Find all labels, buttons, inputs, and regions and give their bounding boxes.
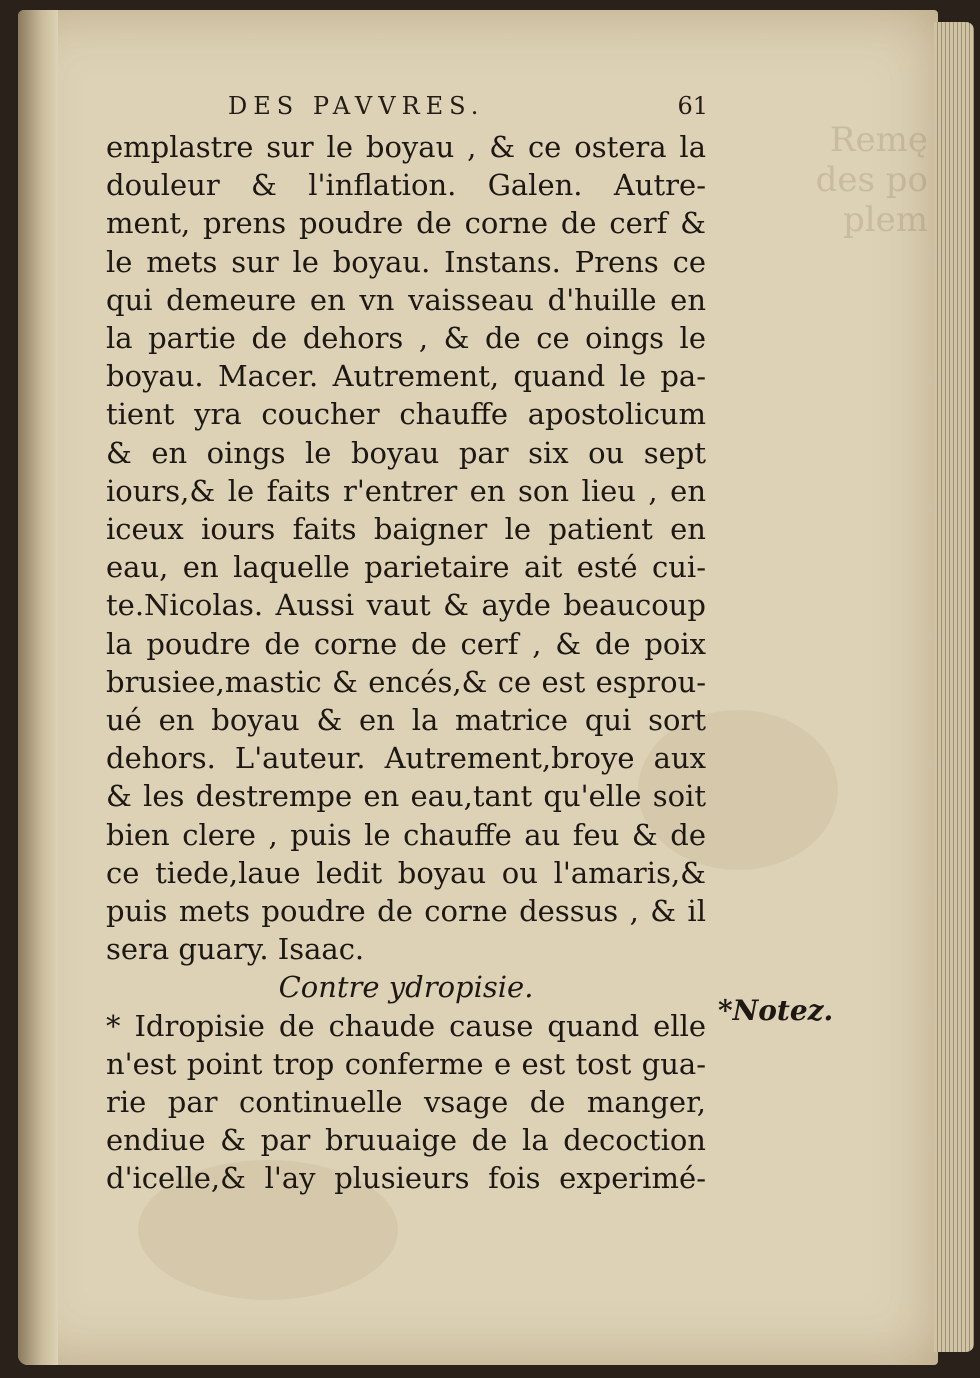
text-line: le mets sur le boyau. Instans. Prens ce <box>106 244 706 279</box>
text-line: emplastre sur le boyau , & ce ostera la <box>106 130 706 164</box>
text-line: puis mets poudre de corne dessus , & il <box>106 894 706 929</box>
text-line: & en oings le boyau par six ou sept <box>106 435 706 470</box>
bleed-line: Remę <box>829 120 928 160</box>
text-line: bien clere , puis le chauffe au feu & de <box>106 817 706 852</box>
text-line: dehors. L'auteur. Autrement,broye aux <box>106 741 706 776</box>
text-line: n'est point trop conferme e est tost gua- <box>106 1046 706 1081</box>
text-line: endiue & par bruuaige de la decoction <box>106 1123 706 1158</box>
page-number: 61 <box>677 92 708 120</box>
text-line: douleur & l'inflation. Galen. Autre- <box>106 168 706 203</box>
body-text <box>106 128 706 1198</box>
margin-note: *Notez. <box>718 994 834 1027</box>
text-line: boyau. Macer. Autrement, quand le pa- <box>106 359 706 394</box>
text-line: te.Nicolas. Aussi vaut & ayde beaucoup <box>106 588 706 623</box>
text-line: eau, en laquelle parietaire ait esté cui- <box>106 550 706 585</box>
text-line: tient yra coucher chauffe apostolicum <box>106 397 706 432</box>
text-line: ce tiede,laue ledit boyau ou l'amaris,& <box>106 855 706 890</box>
book-page <box>18 10 938 1365</box>
text-line: ment, prens poudre de corne de cerf & <box>106 206 706 241</box>
text-line: brusiee,mastic & encés,& ce est esprou- <box>106 664 706 699</box>
page-gutter <box>18 10 58 1365</box>
text-line: * Idropisie de chaude cause quand elle <box>106 1008 706 1043</box>
bleed-line: plem <box>843 200 928 240</box>
text-line: iceux iours faits baigner le patient en <box>106 512 706 547</box>
bleed-through-text <box>808 120 928 240</box>
text-line: d'icelle,& l'ay plusieurs fois experimé- <box>106 1161 706 1196</box>
text-line: la poudre de corne de cerf , & de poix <box>106 626 706 661</box>
running-title: DES PAVVRES. <box>228 92 485 120</box>
page-edges <box>934 22 974 1352</box>
text-line: rie par continuelle vsage de manger, <box>106 1085 706 1120</box>
section-heading: Contre ydropisie. <box>278 970 534 1005</box>
running-header <box>228 92 708 132</box>
text-line: sera guary. Isaac. <box>106 932 365 967</box>
text-line: qui demeure en vn vaisseau d'huille en <box>106 282 706 317</box>
text-line: iours,& le faits r'entrer en son lieu , en <box>106 473 706 508</box>
bleed-line: des po <box>815 160 928 200</box>
text-line: & les destrempe en eau,tant qu'elle soit <box>106 779 706 814</box>
text-line: la partie de dehors , & de ce oings le <box>106 321 706 356</box>
text-line: ué en boyau & en la matrice qui sort <box>106 703 706 738</box>
